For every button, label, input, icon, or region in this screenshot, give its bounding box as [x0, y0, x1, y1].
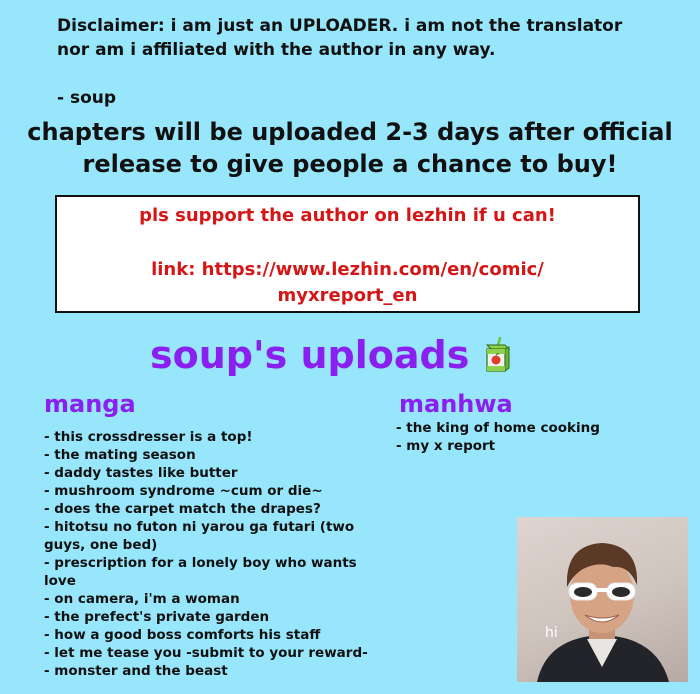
manhwa-list-item: - the king of home cooking	[396, 420, 600, 436]
release-note-line-1: chapters will be uploaded 2-3 days after official	[27, 118, 673, 146]
manga-list	[44, 428, 374, 680]
manga-heading: manga	[44, 390, 136, 418]
support-link-line-1: link: https://www.lezhin.com/en/comic/	[151, 259, 544, 280]
juice-box-icon	[483, 337, 511, 373]
support-box	[55, 195, 640, 313]
uploads-title: soup's uploads	[150, 333, 470, 377]
manga-list-item: - daddy tastes like butter	[44, 465, 238, 481]
manga-list-item: - the prefect's private garden	[44, 609, 270, 625]
release-note-line-2: release to give people a chance to buy!	[82, 150, 618, 178]
support-message: pls support the author on lezhin if u can!	[139, 205, 556, 226]
manhwa-list	[396, 419, 656, 455]
disclaimer-line-1: Disclaimer: i am just an UPLOADER. i am not the translator	[57, 16, 623, 36]
reaction-photo	[517, 517, 688, 682]
manga-list-item: - prescription for a lonely boy who wants love	[44, 555, 357, 589]
disclaimer	[57, 14, 657, 62]
manga-list-item: - hitotsu no futon ni yarou ga futari (two guys, one bed)	[44, 519, 355, 553]
manga-list-item: - monster and the beast	[44, 663, 228, 679]
photo-caption: hi	[545, 625, 558, 641]
manhwa-list-item: - my x report	[396, 438, 496, 454]
manga-list-item: - the mating season	[44, 447, 196, 463]
manga-list-item: - mushroom syndrome ~cum or die~	[44, 483, 323, 499]
uploads-heading	[150, 333, 511, 377]
support-link-line-2: myxreport_en	[277, 285, 418, 306]
disclaimer-line-2: nor am i affiliated with the author in any way.	[57, 40, 496, 60]
release-note	[0, 116, 700, 180]
manga-list-item: - let me tease you -submit to your reward-	[44, 645, 368, 661]
manga-list-item: - this crossdresser is a top!	[44, 429, 253, 445]
manga-list-item: - on camera, i'm a woman	[44, 591, 240, 607]
uploader-signature: - soup	[57, 88, 117, 108]
manhwa-heading: manhwa	[399, 390, 513, 418]
manga-list-item: - how a good boss comforts his staff	[44, 627, 321, 643]
manga-list-item: - does the carpet match the drapes?	[44, 501, 321, 517]
